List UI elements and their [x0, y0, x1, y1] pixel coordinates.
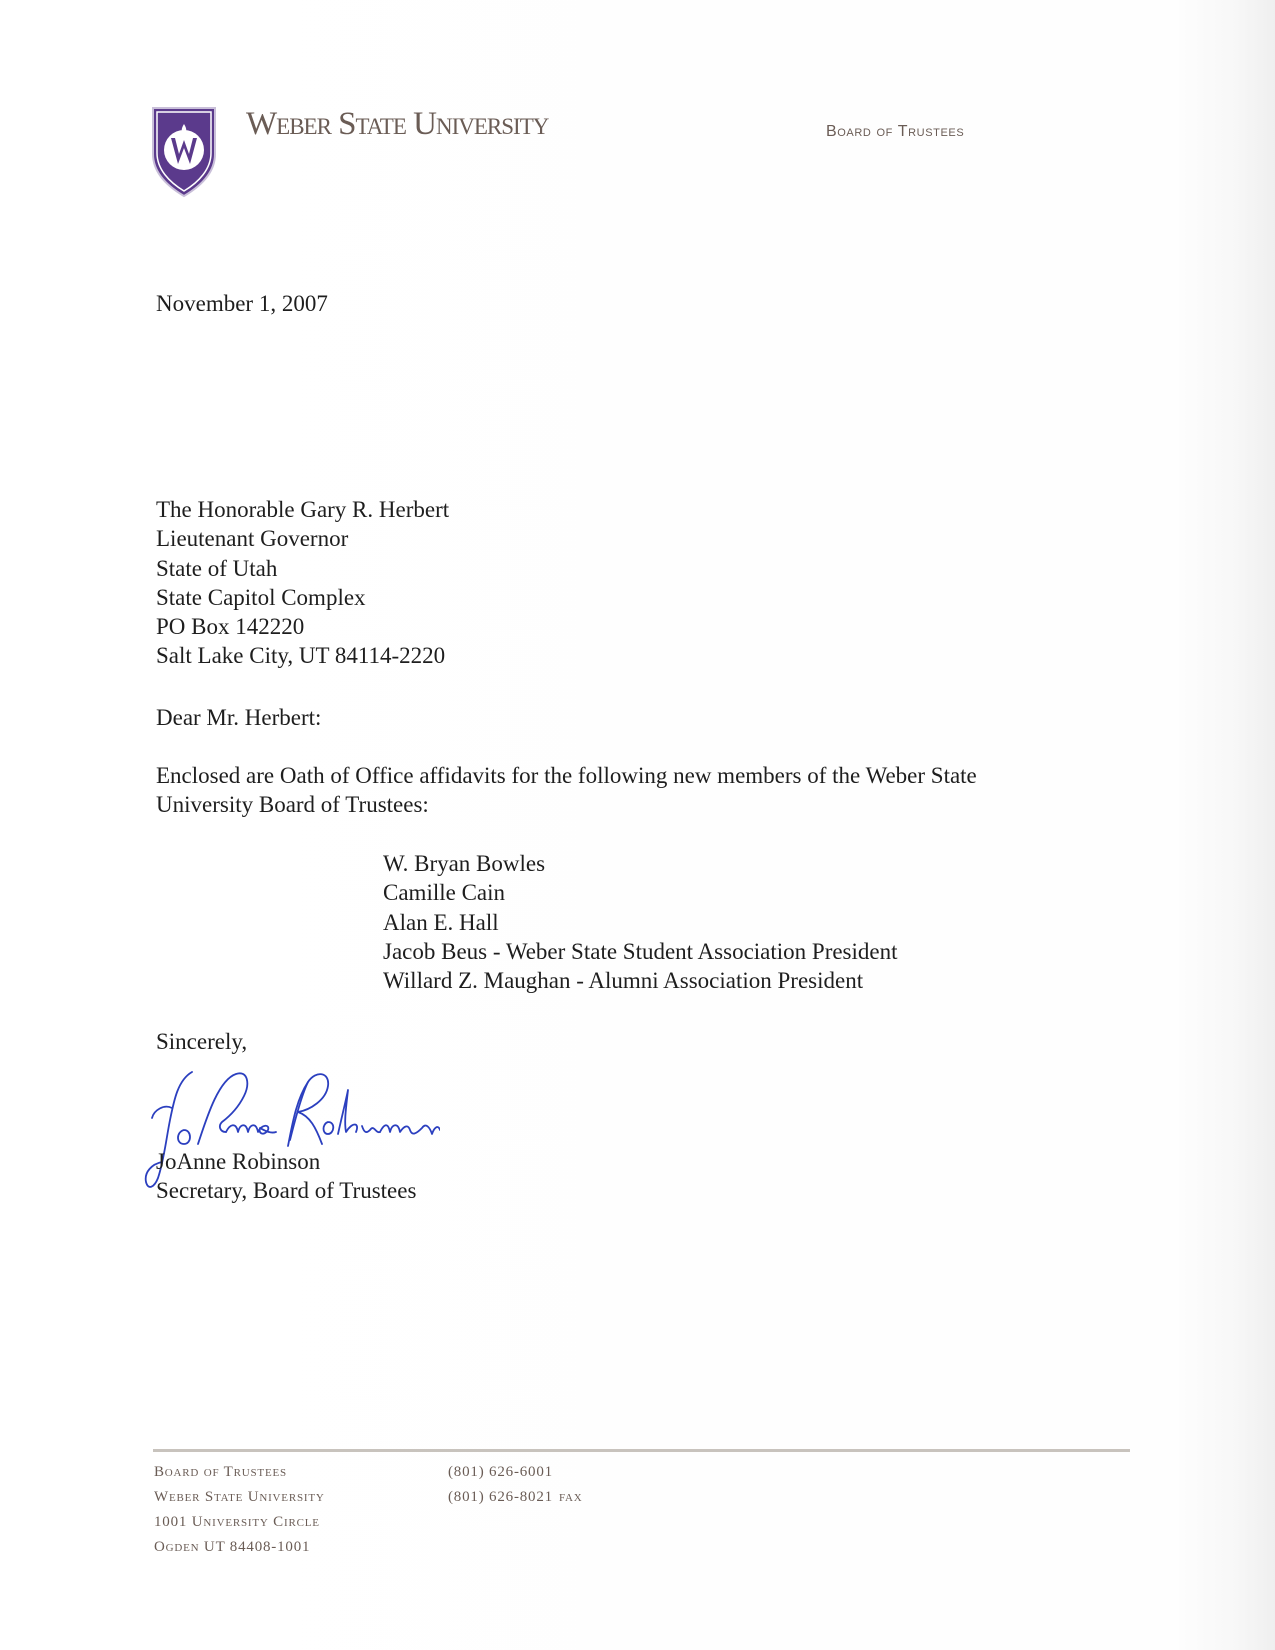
footer-address-line: Board of Trustees [154, 1464, 287, 1480]
board-of-trustees-header: Board of Trustees [826, 123, 965, 140]
footer-address [154, 1460, 325, 1560]
member-item: Alan E. Hall [383, 909, 499, 935]
recipient-line: Salt Lake City, UT 84114-2220 [156, 643, 446, 669]
recipient-line: Lieutenant Governor [156, 526, 349, 552]
new-members-list [383, 849, 898, 995]
signer-block [156, 1147, 416, 1206]
body-paragraph [156, 761, 977, 820]
salutation: Dear Mr. Herbert: [156, 705, 322, 730]
paragraph-line: University Board of Trustees: [156, 792, 429, 818]
footer-address-line: Ogden UT 84408-1001 [154, 1539, 311, 1555]
signer-name: JoAnne Robinson [156, 1149, 321, 1174]
letter-date: November 1, 2007 [156, 291, 328, 316]
member-item: Camille Cain [383, 880, 506, 906]
closing: Sincerely, [156, 1029, 248, 1054]
footer-fax [448, 1485, 583, 1510]
footer-contact [448, 1460, 583, 1510]
recipient-line: State Capitol Complex [156, 584, 366, 610]
recipient-address-block [156, 495, 449, 671]
footer-divider [153, 1449, 1130, 1452]
member-item: Jacob Beus - Weber State Student Association President [383, 938, 898, 964]
footer-fax-label: fax [558, 1489, 583, 1505]
member-item: W. Bryan Bowles [383, 851, 546, 876]
recipient-line: PO Box 142220 [156, 614, 305, 640]
university-name: Weber State University [246, 106, 549, 142]
signer-title: Secretary, Board of Trustees [156, 1178, 417, 1204]
footer-address-line: Weber State University [154, 1489, 325, 1505]
footer-phone: (801) 626-6001 [448, 1464, 553, 1480]
footer-address-line: 1001 University Circle [154, 1514, 320, 1530]
recipient-line: The Honorable Gary R. Herbert [156, 497, 450, 522]
paragraph-line: Enclosed are Oath of Office affidavits for the following new members of the Weber State [156, 763, 977, 788]
recipient-line: State of Utah [156, 555, 278, 581]
weber-state-shield-logo [151, 106, 217, 198]
member-item: Willard Z. Maughan - Alumni Association President [383, 968, 864, 994]
footer-fax-number: (801) 626-8021 [448, 1489, 553, 1505]
